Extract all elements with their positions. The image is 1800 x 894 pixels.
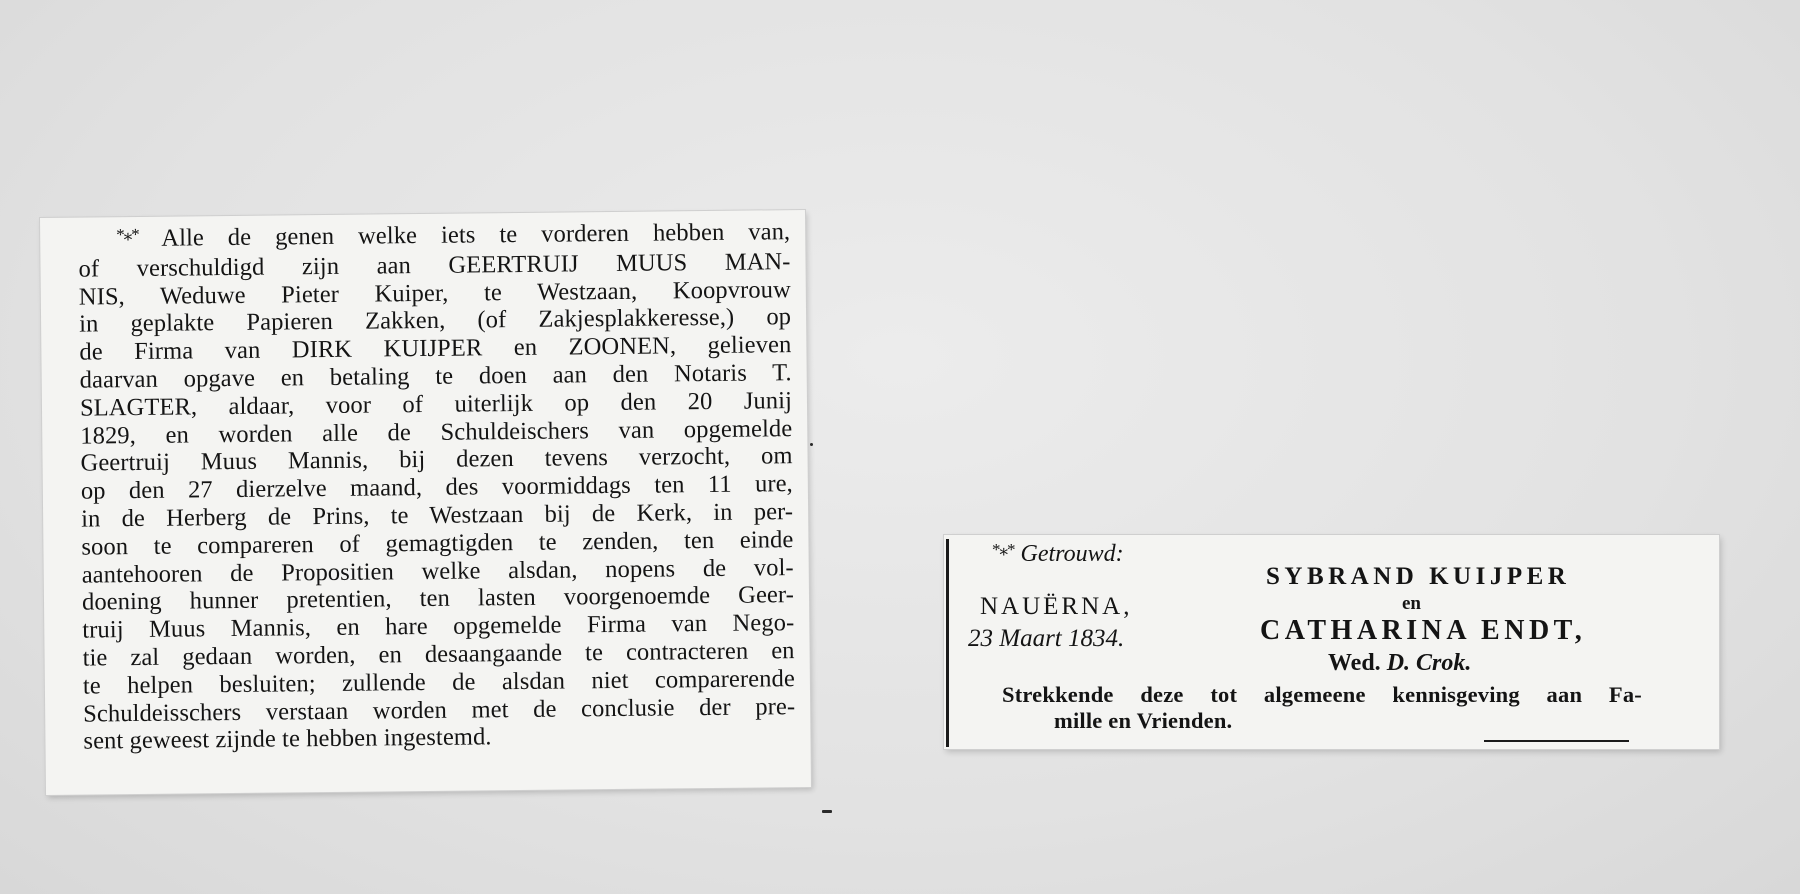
notice-line-2: of verschuldigd zijn aan GEERTRUIJ MUUS MAN- — [78, 247, 791, 283]
creditors-notice-text — [78, 218, 796, 756]
bride-name: CATHARINA ENDT, — [1260, 615, 1587, 646]
scan-speck — [822, 810, 832, 813]
notice-line-8: 1829, en worden alle de Schuldeischers van opgemelde — [80, 414, 793, 450]
notice-line-7: SLAGTER, aldaar, voor of uiterlijk op den 20 Junij — [79, 386, 793, 422]
notice-line-11: in de Herberg de Prins, te Westzaan bij de Kerk, in per- — [81, 498, 794, 533]
widow-of: Wed. D. Crok. — [1328, 650, 1472, 676]
notice-line-9: Geertruij Muus Mannis, bij dezen tevens verzocht, om — [80, 442, 793, 477]
groom-name: SYBRAND KUIJPER — [1266, 563, 1571, 590]
place-name: NAUËRNA, — [980, 593, 1133, 620]
asterism-ornament: *⁎* — [116, 224, 139, 245]
creditors-notice-clipping — [40, 210, 811, 795]
announcement-footer — [1002, 682, 1642, 734]
column-rule — [946, 539, 949, 747]
notice-line-15: truij Muus Mannis, en hare opgemelde Firma van Nego- — [82, 609, 795, 644]
conjunction: en — [1402, 593, 1421, 614]
notice-line-10: op den 27 dierzelve maand, des voormiddags ten 11 ure, — [80, 470, 793, 505]
notice-line-13: aantehooren de Propositien welke alsdan, nopens de vol- — [81, 553, 794, 589]
notice-line-1: *⁎* Alle de genen welke iets te vorderen hebben van, — [116, 218, 791, 252]
footer-line-1: Strekkende deze tot algemeene kennisgeving aan Fa- — [1002, 682, 1642, 707]
notice-line-5: de Firma van DIRK KUIJPER en ZOONEN, gelieven — [79, 331, 792, 366]
notice-line-18: Schuldeisschers verstaan worden met de conclusie der pre- — [83, 692, 796, 728]
scan-dot — [810, 443, 813, 446]
asterism-ornament: *⁎* — [992, 540, 1015, 559]
announcement-date: 23 Maart 1834. — [968, 625, 1125, 652]
closing-rule — [1484, 740, 1629, 742]
notice-line-17: te helpen besluiten; zullende de alsdan niet comparerende — [82, 664, 796, 700]
notice-line-16: tie zal gedaan worden, en desaangaande te contracteren en — [82, 637, 795, 672]
notice-line-6: daarvan opgave en betaling te doen aan den Notaris T. — [79, 359, 792, 394]
announcement-heading: *⁎* Getrouwd: — [992, 540, 1124, 567]
marriage-announcement-clipping — [944, 535, 1719, 749]
notice-line-4: in geplakte Papieren Zakken, (of Zakjesplakkeresse,) op — [78, 303, 792, 338]
notice-line-12: soon te compareren of gemagtigden te zenden, ten einde — [81, 525, 794, 561]
notice-line-3: NIS, Weduwe Pieter Kuiper, te Westzaan, Koopvrouw — [78, 275, 791, 311]
footer-line-2: mille en Vrienden. — [1054, 708, 1233, 733]
notice-line-19: sent geweest zijnde te hebben ingestemd. — [83, 723, 492, 755]
notice-line-14: doening hunner pretentien, ten lasten voorgenoemde Geer- — [81, 581, 795, 616]
